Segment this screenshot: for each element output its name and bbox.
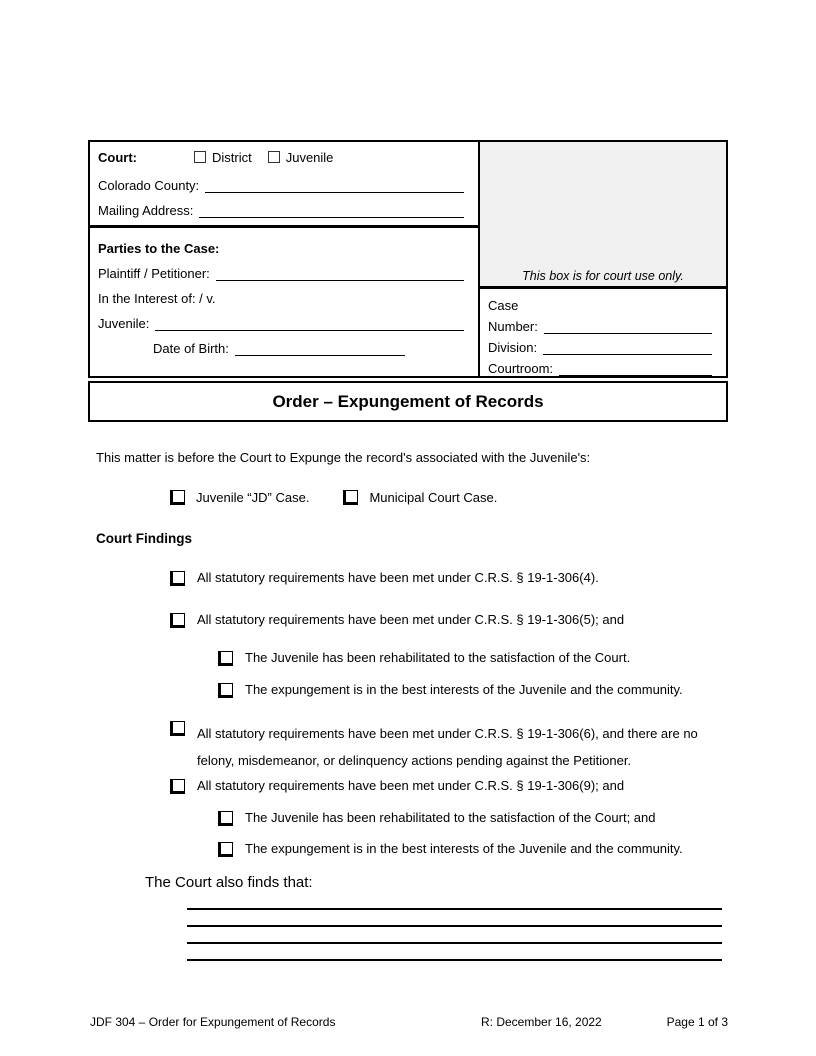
- finding-text: All statutory requirements have been met under C.R.S. § 19-1-306(5); and: [197, 612, 625, 627]
- plaintiff-field[interactable]: [216, 268, 464, 281]
- case-number-label: Number:: [488, 319, 538, 334]
- juvenile-name-label: Juvenile:: [98, 316, 150, 331]
- finding-text: The Juvenile has been rehabilitated to the satisfaction of the Court; and: [245, 810, 656, 825]
- footer-form-id: JDF 304 – Order for Expungement of Records: [90, 1015, 336, 1029]
- finding-306-5: [170, 612, 728, 628]
- case-number-field[interactable]: [544, 321, 712, 334]
- finding-306-6: [170, 720, 728, 774]
- dob-label: Date of Birth:: [153, 341, 229, 356]
- finding-text: The expungement is in the best interests of the Juvenile and the community.: [245, 682, 683, 697]
- municipal-case-checkbox[interactable]: [343, 490, 358, 505]
- division-label: Division:: [488, 340, 538, 355]
- page-footer: [90, 1015, 728, 1031]
- finding-text: All statutory requirements have been met under C.R.S. § 19-1-306(4).: [197, 570, 599, 585]
- finding-best-interests-2-checkbox[interactable]: [218, 842, 233, 857]
- juvenile-label: Juvenile: [285, 149, 334, 165]
- mailing-address-field[interactable]: [199, 205, 464, 218]
- parties-box: [90, 228, 478, 376]
- also-finds-label: The Court also finds that:: [145, 874, 313, 891]
- court-finds-line-4[interactable]: [187, 944, 722, 961]
- mailing-address-label: Mailing Address:: [98, 203, 194, 218]
- dob-field[interactable]: [235, 343, 405, 356]
- court-finds-line-2[interactable]: [187, 910, 722, 927]
- finding-306-5-checkbox[interactable]: [170, 613, 185, 628]
- finding-306-9: [170, 778, 728, 794]
- intro-text: This matter is before the Court to Expunge the record's associated with the Juvenile's:: [96, 450, 591, 465]
- form-body: [90, 450, 728, 961]
- finding-best-interests-1-checkbox[interactable]: [218, 683, 233, 698]
- municipal-case-label: Municipal Court Case.: [369, 489, 498, 505]
- courtroom-label: Courtroom:: [488, 361, 554, 376]
- finding-rehabilitated-1: [218, 650, 728, 666]
- juvenile-checkbox[interactable]: [268, 151, 280, 163]
- finding-text: All statutory requirements have been met under C.R.S. § 19-1-306(6), and there are no felony, misdemeanor, or delinquency actions pending against the Petitioner.: [197, 726, 698, 768]
- caption-right-column: [480, 142, 726, 376]
- caption-left-column: [90, 142, 480, 376]
- footer-revision-date: R: December 16, 2022: [481, 1015, 602, 1029]
- court-use-box: [480, 142, 726, 289]
- finding-best-interests-2: [218, 841, 728, 857]
- court-finds-line-3[interactable]: [187, 927, 722, 944]
- jd-case-option: [170, 489, 309, 505]
- plaintiff-label: Plaintiff / Petitioner:: [98, 266, 210, 281]
- finding-306-4-checkbox[interactable]: [170, 571, 185, 586]
- finding-best-interests-1: [218, 682, 728, 698]
- court-label: Court:: [98, 149, 137, 165]
- courtroom-field[interactable]: [559, 363, 712, 376]
- court-box: [90, 142, 478, 228]
- colorado-county-field[interactable]: [205, 180, 464, 193]
- division-field[interactable]: [543, 342, 712, 355]
- municipal-case-option: [343, 489, 497, 505]
- finding-text: The expungement is in the best interests of the Juvenile and the community.: [245, 841, 683, 856]
- case-type-row: [170, 489, 728, 505]
- finding-306-9-checkbox[interactable]: [170, 779, 185, 794]
- finding-306-4: [170, 570, 728, 586]
- district-label: District: [212, 149, 252, 165]
- finding-rehabilitated-1-checkbox[interactable]: [218, 651, 233, 666]
- court-finds-lines: [187, 893, 722, 961]
- finding-rehabilitated-2: [218, 810, 728, 826]
- form-header: [88, 140, 728, 422]
- case-label: Case: [488, 298, 519, 313]
- case-box: [480, 289, 726, 376]
- footer-page-number: Page 1 of 3: [666, 1015, 728, 1029]
- juvenile-name-field[interactable]: [155, 318, 464, 331]
- jd-case-checkbox[interactable]: [170, 490, 185, 505]
- finding-text: All statutory requirements have been met under C.R.S. § 19-1-306(9); and: [197, 778, 625, 793]
- finding-rehabilitated-2-checkbox[interactable]: [218, 811, 233, 826]
- finding-text: The Juvenile has been rehabilitated to the satisfaction of the Court.: [245, 650, 631, 665]
- court-findings-heading: Court Findings: [96, 531, 192, 546]
- form-title: Order – Expungement of Records: [88, 381, 728, 422]
- colorado-county-label: Colorado County:: [98, 178, 200, 193]
- interest-label: In the Interest of: / v.: [98, 291, 216, 306]
- jd-case-label: Juvenile “JD” Case.: [196, 489, 310, 505]
- court-use-note: This box is for court use only.: [522, 269, 684, 283]
- finding-306-6-checkbox[interactable]: [170, 721, 185, 736]
- district-checkbox[interactable]: [194, 151, 206, 163]
- court-finds-line-1[interactable]: [187, 893, 722, 910]
- caption-table: [88, 140, 728, 378]
- parties-title: Parties to the Case:: [98, 241, 220, 256]
